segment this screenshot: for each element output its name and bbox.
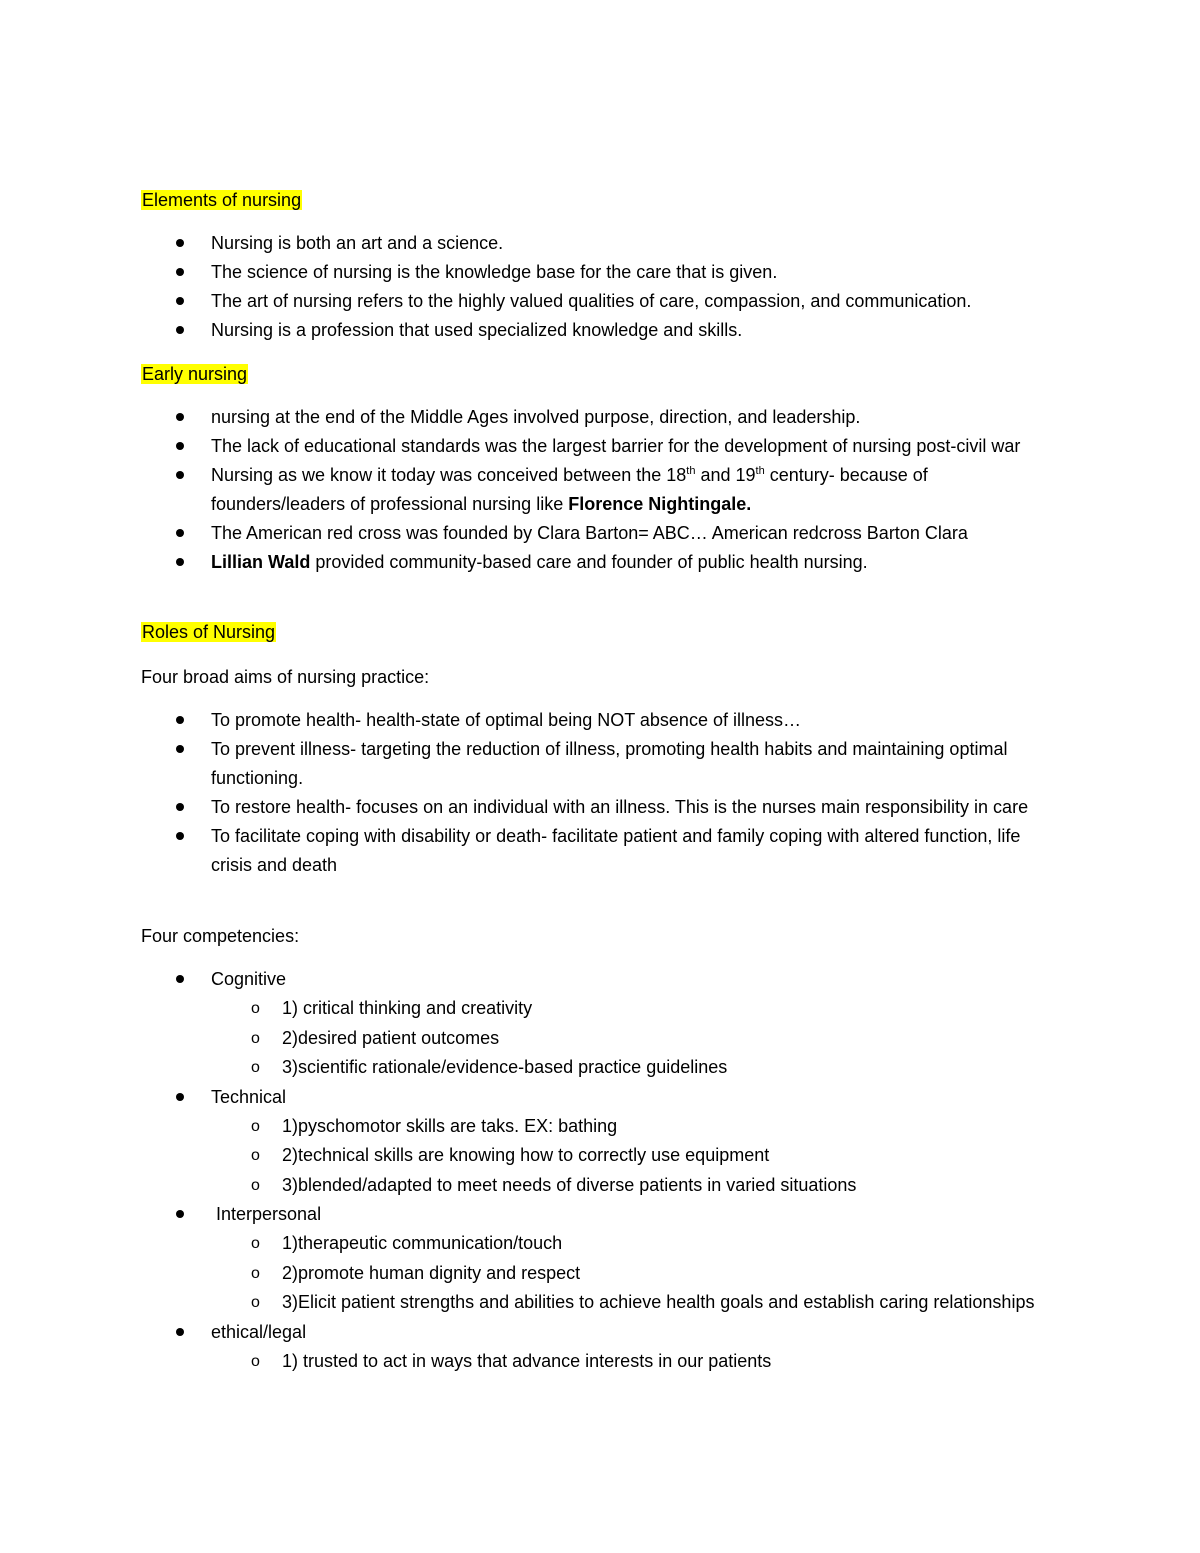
- list-item: The science of nursing is the knowledge base for the care that is given.: [0, 258, 1051, 287]
- bold-name: Florence Nightingale.: [568, 494, 752, 514]
- bold-name: Lillian Wald: [211, 552, 311, 572]
- circle-bullet-icon: o: [251, 1117, 260, 1135]
- list-item: The American red cross was founded by Clara Barton= ABC… American redcross Barton Clara: [0, 519, 1051, 548]
- list-item: Nursing is both an art and a science.: [0, 229, 1051, 258]
- circle-bullet-icon: o: [251, 1352, 260, 1370]
- sub-list: [211, 1347, 1051, 1377]
- sub-list: [211, 1229, 1051, 1318]
- heading-highlight: Early nursing: [142, 364, 248, 384]
- section-heading-roles: [141, 620, 276, 644]
- sub-list-item: o 1)therapeutic communication/touch: [211, 1229, 1042, 1259]
- bullet-icon: [176, 471, 184, 479]
- list-item: To facilitate coping with disability or death- facilitate patient and family coping with altered function, life crisis and death: [0, 822, 1051, 880]
- bullet-icon: [176, 1328, 184, 1336]
- list-item: To prevent illness- targeting the reduction of illness, promoting health habits and maintaining optimal functioning.: [0, 735, 1051, 793]
- sub-list-item: o 2)technical skills are knowing how to correctly use equipment: [211, 1141, 1042, 1171]
- list-item: To restore health- focuses on an individual with an illness. This is the nurses main responsibility in care: [0, 793, 1051, 822]
- bullet-icon: [176, 326, 184, 334]
- bullet-icon: [176, 745, 184, 753]
- sub-list-item: o 3)blended/adapted to meet needs of diverse patients in varied situations: [211, 1171, 1042, 1201]
- sub-list-item: o 2)promote human dignity and respect: [211, 1259, 1042, 1289]
- list-item: Cognitive o 1) critical thinking and creativity o 2)desired patient outcomes o 3)scientific rationale/evidence-based practice guidelines: [0, 965, 1051, 1083]
- early-list: [0, 403, 1200, 577]
- heading-highlight: Roles of Nursing: [142, 622, 276, 642]
- circle-bullet-icon: o: [251, 1294, 260, 1311]
- list-item: Technical o 1)pyschomotor skills are taks. EX: bathing o 2)technical skills are knowing how to correctly use equipment o 3)blended/adapted to meet needs of diverse patients in varied situations: [0, 1083, 1051, 1201]
- competencies-list: [0, 965, 1200, 1376]
- competencies-intro: Four competencies:: [141, 926, 300, 946]
- sub-list-item: o 3)Elicit patient strengths and abilities to achieve health goals and establish caring relationships: [211, 1288, 1042, 1318]
- circle-bullet-icon: o: [251, 1235, 260, 1252]
- section-heading-early: [141, 362, 248, 386]
- circle-bullet-icon: o: [251, 1059, 260, 1076]
- circle-bullet-icon: o: [251, 1029, 260, 1047]
- bullet-icon: [176, 529, 184, 537]
- heading-highlight: Elements of nursing: [142, 190, 302, 210]
- list-item: Nursing is a profession that used specialized knowledge and skills.: [0, 316, 1051, 345]
- bullet-icon: [176, 442, 184, 450]
- list-item: The art of nursing refers to the highly valued qualities of care, compassion, and communication.: [0, 287, 1051, 316]
- bullet-icon: [176, 268, 184, 276]
- aims-list: [0, 706, 1200, 880]
- bullet-icon: [176, 1210, 184, 1218]
- bullet-icon: [176, 803, 184, 811]
- list-item: The lack of educational standards was the largest barrier for the development of nursing post-civil war: [0, 432, 1051, 461]
- bullet-icon: [176, 413, 184, 421]
- bullet-icon: [176, 239, 184, 247]
- bullet-icon: [176, 716, 184, 724]
- sub-list: [211, 1112, 1051, 1201]
- sub-list-item: o 1)pyschomotor skills are taks. EX: bathing: [211, 1112, 1042, 1142]
- list-item: Nursing as we know it today was conceived between the 18th and 19th century- because of founders/leaders of professional nursing like Florence Nightingale.: [0, 461, 1051, 519]
- bullet-icon: [176, 297, 184, 305]
- circle-bullet-icon: o: [251, 1000, 260, 1017]
- list-item: Lillian Wald provided community-based care and founder of public health nursing.: [0, 548, 1051, 577]
- circle-bullet-icon: o: [251, 1176, 260, 1194]
- sub-list-item: o 3)scientific rationale/evidence-based practice guidelines: [211, 1053, 1042, 1083]
- aims-intro: Four broad aims of nursing practice:: [141, 667, 430, 687]
- list-item: ethical/legal o 1) trusted to act in ways that advance interests in our patients: [0, 1318, 1051, 1377]
- sub-list-item: o 2)desired patient outcomes: [211, 1024, 1042, 1054]
- circle-bullet-icon: o: [251, 1264, 260, 1282]
- bullet-icon: [176, 558, 184, 566]
- circle-bullet-icon: o: [251, 1147, 260, 1164]
- sub-list-item: o 1) critical thinking and creativity: [211, 994, 1042, 1024]
- bullet-icon: [176, 832, 184, 840]
- bullet-icon: [176, 975, 184, 983]
- list-item: To promote health- health-state of optimal being NOT absence of illness…: [0, 706, 1051, 735]
- section-heading-elements: [141, 188, 302, 212]
- list-item: Interpersonal o 1)therapeutic communication/touch o 2)promote human dignity and respect o 3)Elicit patient strengths and abilities to achieve health goals and establish caring relationships: [0, 1200, 1051, 1318]
- sub-list-item: o 1) trusted to act in ways that advance interests in our patients: [211, 1347, 1042, 1377]
- list-item: nursing at the end of the Middle Ages involved purpose, direction, and leadership.: [0, 403, 1051, 432]
- sub-list: [211, 994, 1051, 1083]
- bullet-icon: [176, 1093, 184, 1101]
- elements-list: [0, 229, 1200, 345]
